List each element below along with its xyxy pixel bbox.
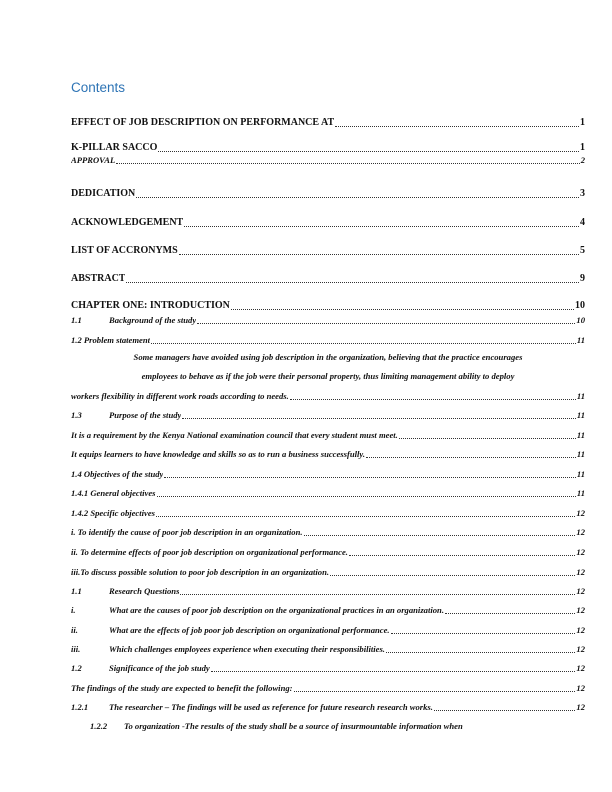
toc-leader-dots [151,343,576,344]
toc-entry-title: employees to behave as if the job were their personal property, thus limiting management ability to deploy [141,371,515,381]
toc-entry[interactable] [71,372,585,381]
toc-page-number: 12 [576,547,585,557]
toc-entry[interactable] [71,664,585,673]
toc-entry[interactable] [71,606,585,615]
toc-entry-title: ACKNOWLEDGEMENT [71,218,184,228]
toc-page-number: 12 [576,586,585,596]
toc-entry-title: Some managers have avoided using job description in the organization, believing that the practice encourages [133,352,523,362]
toc-entry-title: EFFECT OF JOB DESCRIPTION ON PERFORMANCE AT [71,118,335,128]
toc-entry-title: K-PILLAR SACCO [71,143,158,153]
toc-leader-dots [386,652,575,653]
toc-leader-dots [136,197,579,198]
toc-entry[interactable] [71,118,585,128]
toc-leader-dots [399,438,576,439]
toc-entry[interactable] [71,568,585,577]
toc-entry-title: What are the causes of poor job description on the organizational practices in an organization. [109,606,444,615]
toc-page-number: 12 [576,508,585,518]
toc-page-number: 1 [580,142,585,153]
toc-leader-dots [156,516,575,517]
toc-entry-title: iii.To discuss possible solution to poor job description in an organization. [71,568,330,577]
toc-leader-dots [116,163,579,164]
toc-entry-number: 1.2.1 [71,702,89,712]
toc-entry-title: i. To identify the cause of poor job description in an organization. [71,528,303,537]
toc-page-number: 12 [576,625,585,635]
toc-entry-title: What are the effects of job poor job description on organizational performance. [109,626,390,635]
toc-entry-title: The researcher – The findings will be used as reference for future research research works. [109,703,433,712]
toc-entry-title: workers flexibility in different work roads according to needs. [71,392,289,401]
toc-leader-dots [126,282,579,283]
toc-entry-title: Background of the study [109,316,197,325]
toc-leader-dots [391,633,576,634]
toc-entry[interactable] [71,431,585,440]
toc-entry[interactable] [90,722,604,731]
toc-entry[interactable] [71,684,585,693]
toc-entry-title: 1.4 Objectives of the study [71,470,164,479]
toc-entry[interactable] [71,645,585,654]
toc-entry-title: LIST OF ACCRONYMS [71,246,178,256]
toc-page-number: 10 [575,300,585,311]
toc-page-number: 12 [576,702,585,712]
toc-entry[interactable] [71,246,585,256]
toc-leader-dots [180,594,575,595]
toc-entry-title: CHAPTER ONE: INTRODUCTION [71,301,230,311]
toc-leader-dots [335,126,579,127]
toc-page-number: 11 [576,391,585,401]
toc-entry-number: 1.1 [71,586,82,596]
toc-leader-dots [184,226,579,227]
toc-entry[interactable] [71,587,585,596]
toc-entry[interactable] [71,489,585,498]
toc-leader-dots [349,555,575,556]
toc-entry[interactable] [71,703,585,712]
toc-page-number: 12 [576,567,585,577]
toc-entry-title: ABSTRACT [71,274,126,284]
toc-leader-dots [366,457,576,458]
toc-leader-dots [182,418,576,419]
toc-entry-number: 1.3 [71,410,82,420]
toc-page-number: 12 [576,605,585,615]
toc-entry[interactable] [71,274,585,284]
toc-entry[interactable] [71,450,585,459]
toc-entry-number: 1.2.2 [90,721,108,731]
toc-leader-dots [304,535,576,536]
toc-page-number: 11 [576,449,585,459]
toc-page-number: 1 [580,117,585,128]
toc-leader-dots [164,477,576,478]
toc-entry[interactable] [71,411,585,420]
toc-entry[interactable] [71,392,585,401]
toc-page-number: 9 [580,273,585,284]
toc-entry-number: iii. [71,644,81,654]
toc-page-number: 11 [576,410,585,420]
toc-entry[interactable] [71,353,585,362]
toc-leader-dots [445,613,575,614]
toc-leader-dots [157,496,576,497]
toc-entry[interactable] [71,626,585,635]
toc-leader-dots [197,323,575,324]
toc-entry-title: APPROVAL [71,156,116,165]
toc-entry-number: i. [71,605,76,615]
toc-entry[interactable] [71,218,585,228]
toc-page-number: 5 [580,245,585,256]
toc-entry-title: Research Questions [109,587,180,596]
toc-entry-number: ii. [71,625,78,635]
toc-entry-title: Purpose of the study [109,411,182,420]
toc-page-number: 12 [576,683,585,693]
toc-page-number: 12 [576,663,585,673]
toc-leader-dots [434,710,575,711]
toc-page-number: 12 [576,644,585,654]
toc-entry-title: It is a requirement by the Kenya National examination council that every student must meet. [71,431,398,440]
toc-leader-dots [330,575,575,576]
toc-page-number: 11 [576,335,585,345]
toc-entry-title: 1.4.1 General objectives [71,489,156,498]
toc-entry-title: To organization -The results of the study shall be a source of insurmountable information when [124,721,463,731]
toc-entry-title: ii. To determine effects of poor job description on organizational performance. [71,548,348,557]
toc-entry-number: 1.1 [71,315,82,325]
toc-page-number: 10 [576,315,585,325]
toc-page-number: 12 [576,527,585,537]
toc-entry[interactable] [71,301,585,311]
toc-entry[interactable] [71,189,585,199]
toc-entry[interactable] [71,156,585,165]
toc-entry-number: 1.2 [71,663,82,673]
toc-leader-dots [179,254,579,255]
toc-leader-dots [231,309,574,310]
toc-entry[interactable] [71,470,585,479]
toc-leader-dots [211,671,576,672]
toc-page-number: 3 [580,188,585,199]
toc-page-number: 11 [576,469,585,479]
toc-entry[interactable] [71,528,585,537]
toc-page-number: 11 [576,488,585,498]
toc-leader-dots [294,691,576,692]
toc-page-number: 2 [580,155,585,165]
toc-entry[interactable] [71,336,585,345]
toc-entry-title: 1.2 Problem statement [71,336,151,345]
toc-leader-dots [158,151,579,152]
toc-page-number: 4 [580,217,585,228]
toc-heading: Contents [71,80,126,95]
toc-entry[interactable] [71,548,585,557]
toc-entry-title: The findings of the study are expected to benefit the following: [71,684,293,693]
toc-entry-title: DEDICATION [71,189,136,199]
toc-entry-title: 1.4.2 Specific objectives [71,509,155,518]
toc-leader-dots [290,399,576,400]
toc-entry-title: It equips learners to have knowledge and skills so as to run a business successfully. [71,450,366,459]
toc-entry-title: Which challenges employees experience when executing their responsibilities. [109,645,385,654]
toc-entry[interactable] [71,509,585,518]
toc-entry[interactable] [71,143,585,153]
toc-page-number: 11 [576,430,585,440]
toc-entry[interactable] [71,316,585,325]
toc-entry-title: Significance of the job study [109,664,210,673]
